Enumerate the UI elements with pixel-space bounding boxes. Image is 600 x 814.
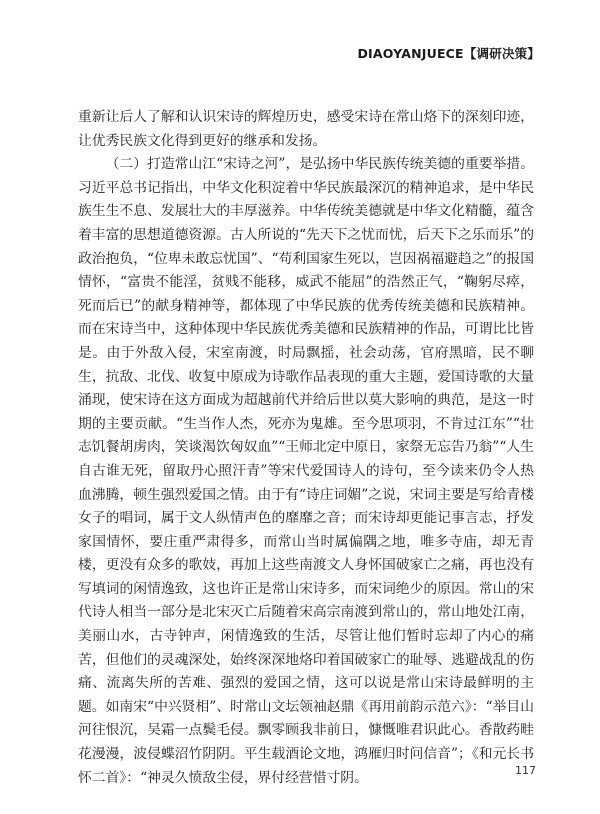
article-body [78,106,534,790]
page-number: 117 [515,764,536,777]
paragraph-section-2: （二）打造常山江“宋诗之河”，是弘扬中华民族传统美德的重要举措。习近平总书记指出，中华文化积淀着中华民族最深沉的精神追求，是中华民族生生不息、发展壮大的丰厚滋养。中华传统美德就是中华文化精髓，蕴含着丰富的思想道德资源。古人所说的“先天下之忧而忧，后天下之乐而乐”的政治抱负，“位卑未敢忘忧国”、“苟利国家生死以，岂因祸福避趋之”的报国情怀，“富贵不能淫，贫贱不能移，威武不能屈”的浩然正气，“鞠躬尽瘁，死而后已”的献身精神等，都体现了中华民族的优秀传统美德和民族精神。而在宋诗当中，这种体现中华民族优秀美德和民族精神的作品，可谓比比皆是。由于外敌入侵，宋室南渡，时局飘摇，社会动荡，官府黑暗，民不聊生，抗敌、北伐、收复中原成为诗歌作品表现的重大主题，爱国诗歌的大量涌现，使宋诗在这方面成为超越前代并给后世以莫大影响的典范，是这一时期的主要贡献。“生当作人杰，死亦为鬼雄。至今思项羽，不肯过江东”“壮志饥餐胡虏肉，笑谈渴饮匈奴血”“王师北定中原日，家祭无忘告乃翁”“人生自古谁无死，留取丹心照汗青”等宋代爱国诗人的诗句，至今读来仍令人热血沸腾，顿生强烈爱国之情。由于有“诗庄词媚”之说，宋词主要是写给青楼女子的唱词，属于文人纵情声色的靡靡之音；而宋诗却更能记事言志，抒发家国情怀，要庄重严肃得多，而常山当时属偏隅之地，唯多寺庙，却无青楼，更没有众多的歌妓，再加上这些南渡文人身怀国破家亡之痛，再也没有写填词的闲情逸致，这也许正是常山宋诗多，而宋词绝少的原因。常山的宋代诗人相当一部分是北宋灭亡后随着宋高宗南渡到常山的，常山地处江南，美丽山水，古寺钟声，闲情逸致的生活，尽管让他们暂时忘却了内心的痛苦，但他们的灵魂深处，始终深深地烙印着国破家亡的耻辱、逃避战乱的伤痛、流离失所的苦难、强烈的爱国之情，这可以说是常山宋诗最鲜明的主题。如南宋“中兴贤相”、时常山文坛领袖赵鼎《再用前韵示范六》：“举目山河往恨沉，吴霜一点鬓毛侵。飘零顾我非前日，慷慨唯君识此心。香散药畦花漫漫，波侵蝶沼竹阴阴。平生载酒论文地，鸿雁归时问信音”；《和元长书怀二首》：“神灵久愤敌尘侵，界付经营惜寸阴。 [78,156,534,786]
paragraph-continued: 重新让后人了解和认识宋诗的辉煌历史，感受宋诗在常山烙下的深刻印迹，让优秀民族文化得到更好的继承和发扬。 [78,109,534,149]
running-header: DIAOYANJUECE【调研决策】 [357,46,540,61]
